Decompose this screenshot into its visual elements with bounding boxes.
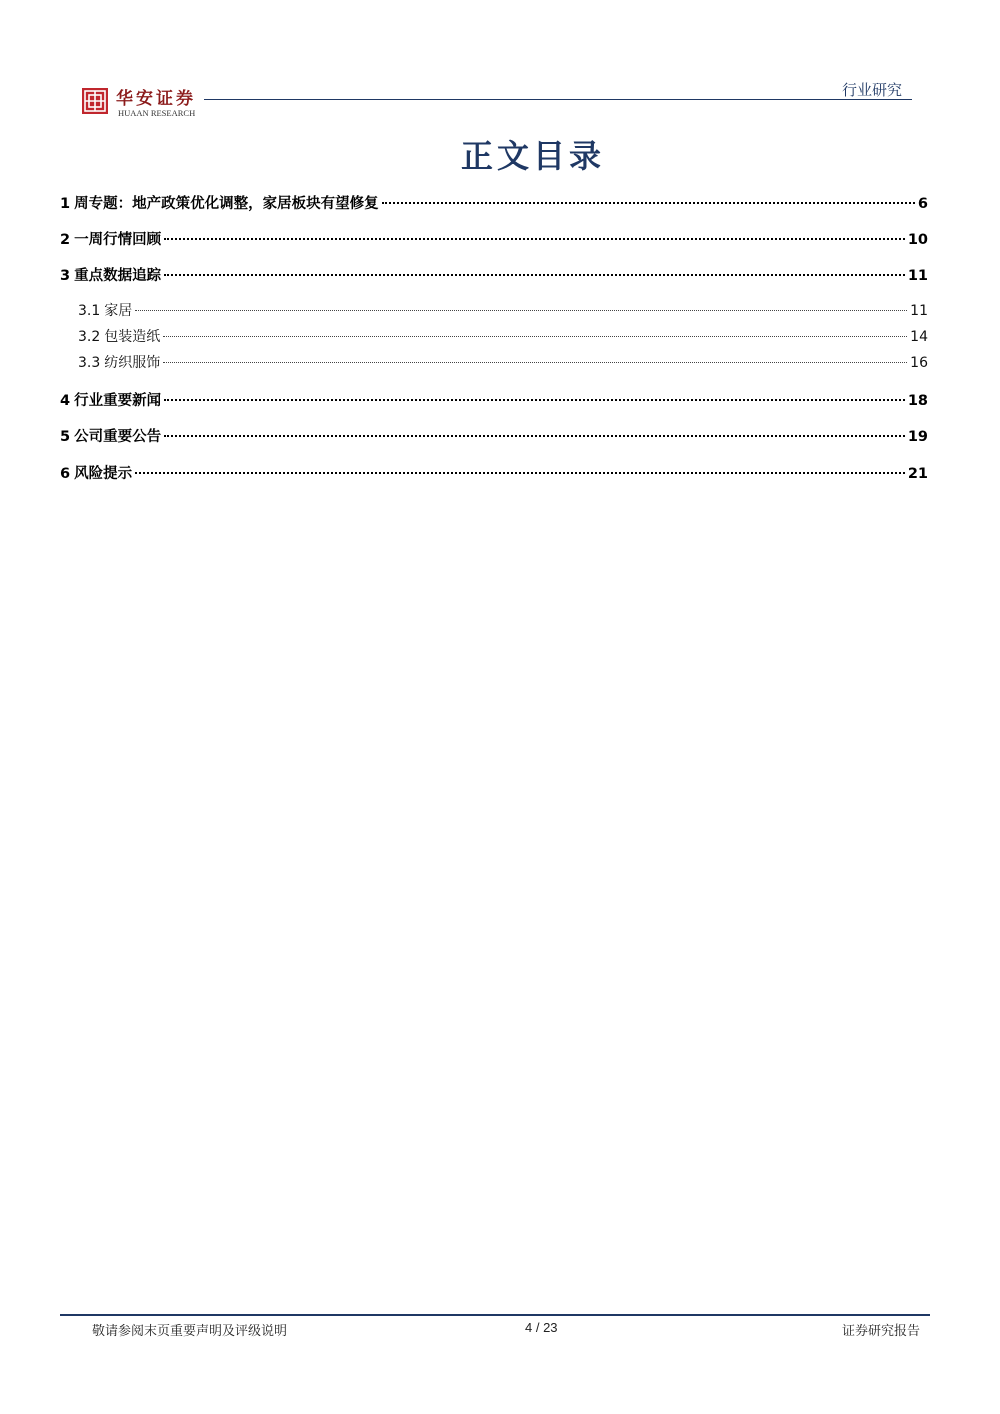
page-header	[0, 0, 1000, 130]
toc-entry[interactable]	[60, 462, 928, 484]
toc-entry-number: 3.3	[78, 355, 101, 371]
toc-entry-number: 3.1	[78, 303, 101, 319]
header-divider	[204, 99, 912, 100]
toc-leader-dots	[163, 362, 907, 363]
toc-entry-page: 18	[907, 393, 928, 409]
toc-entry-number: 6	[60, 466, 71, 482]
toc-entry[interactable]	[60, 264, 928, 286]
toc-entry-title: 重点数据追踪	[74, 268, 162, 284]
toc-entry[interactable]	[60, 192, 928, 214]
toc-entry-title: 公司重要公告	[74, 429, 162, 445]
brand-name-cn: 华安证券	[116, 89, 196, 109]
toc-entry-title: 行业重要新闻	[74, 393, 162, 409]
toc-entry-page: 11	[907, 268, 928, 284]
huaan-logo-icon	[82, 88, 108, 114]
toc-entry[interactable]	[60, 389, 928, 411]
toc-leader-dots	[135, 472, 905, 474]
toc-entry[interactable]	[60, 425, 928, 447]
toc-entry-page: 16	[910, 355, 928, 371]
toc-entry-title: 家居	[104, 303, 133, 319]
toc-leader-dots	[164, 274, 905, 276]
toc-leader-dots	[163, 336, 907, 337]
toc-entry-page: 11	[910, 303, 928, 319]
toc-entry-title: 风险提示	[74, 466, 133, 482]
report-category: 行业研究	[841, 81, 902, 99]
toc-entry[interactable]	[78, 300, 928, 322]
toc-entry[interactable]	[78, 352, 928, 374]
toc-leader-dots	[135, 310, 907, 311]
toc-leader-dots	[164, 435, 905, 437]
toc-entry-page: 21	[907, 466, 928, 482]
toc-leader-dots	[382, 202, 915, 204]
toc-entry-number: 5	[60, 429, 71, 445]
brand-name-en: HUAAN RESEARCH	[118, 108, 196, 118]
toc-entry-number: 3	[60, 268, 71, 284]
toc-entry-title: 一周行情回顾	[74, 232, 162, 248]
page-number: 4 / 23	[525, 1320, 558, 1335]
toc-entry[interactable]	[78, 326, 928, 348]
toc-entry-page: 19	[907, 429, 928, 445]
toc-entry-number: 2	[60, 232, 71, 248]
toc-title: 正文目录	[460, 137, 605, 175]
toc-entry-page: 6	[917, 196, 928, 212]
toc-entry-number: 3.2	[78, 329, 101, 345]
toc-entry-title: 周专题：地产政策优化调整，家居板块有望修复	[74, 196, 379, 212]
toc-entry[interactable]	[60, 228, 928, 250]
toc-entry-page: 10	[907, 232, 928, 248]
footer-disclaimer: 敬请参阅末页重要声明及评级说明	[92, 1324, 288, 1339]
toc-entry-title: 包装造纸	[104, 329, 161, 345]
toc-leader-dots	[164, 238, 905, 240]
toc-entry-page: 14	[910, 329, 928, 345]
report-type-label: 证券研究报告	[841, 1324, 920, 1339]
toc-entry-number: 1	[60, 196, 71, 212]
toc-entry-title: 纺织服饰	[104, 355, 161, 371]
footer-divider	[60, 1314, 930, 1316]
toc-entry-number: 4	[60, 393, 71, 409]
toc-leader-dots	[164, 399, 905, 401]
